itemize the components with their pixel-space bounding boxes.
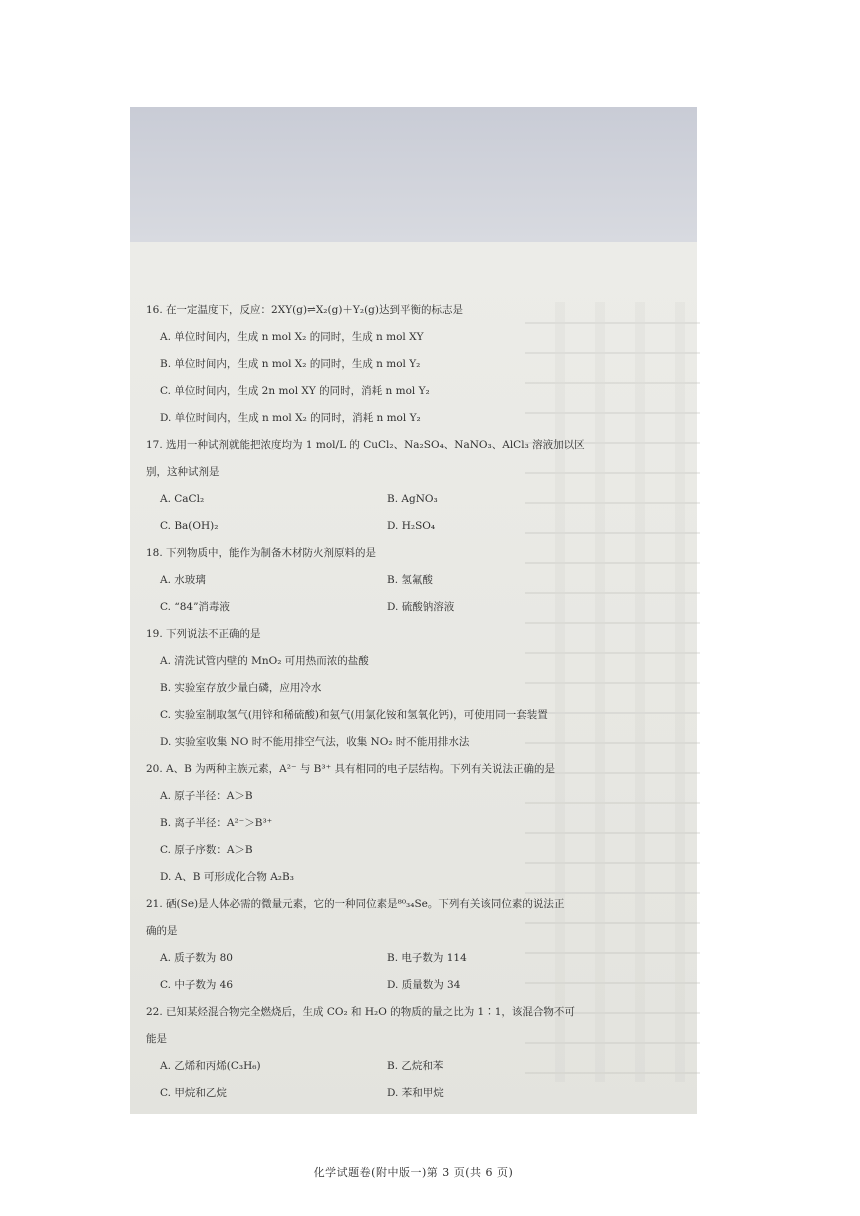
option-a: A. 清洗试管内壁的 MnO₂ 可用热而浓的盐酸 [160,655,369,667]
question-stem: 18. 下列物质中，能作为制备木材防火剂原料的是 [146,547,377,559]
question-stem: 17. 选用一种试剂就能把浓度均为 1 mol/L 的 CuCl₂、Na₂SO₄、NaNO₃、AlCl₃ 溶液加以区 [146,439,585,451]
option-d: D. 单位时间内，生成 n mol X₂ 的同时，消耗 n mol Y₂ [160,412,421,424]
question-16 [146,297,686,432]
option-c: C. 实验室制取氢气(用锌和稀硫酸)和氨气(用氯化铵和氢氧化钙)，可使用同一套装置 [160,709,548,721]
option-row [146,513,686,540]
option-a: A. 乙烯和丙烯(C₃H₆) [160,1060,261,1072]
question-20 [146,756,686,891]
option-c: C. “84”消毒液 [160,601,230,613]
question-21 [146,891,686,999]
option-d: D. 实验室收集 NO 时不能用排空气法，收集 NO₂ 时不能用排水法 [160,736,470,748]
question-stem: 16. 在一定温度下，反应：2XY(g)⇌X₂(g)＋Y₂(g)达到平衡的标志是 [146,304,463,316]
option-b: B. 电子数为 114 [387,952,467,964]
exam-page [130,242,697,1179]
option-b: B. 单位时间内，生成 n mol X₂ 的同时，生成 n mol Y₂ [160,358,421,370]
option-a: A. 质子数为 80 [160,952,233,964]
question-stem: 能是 [146,1033,167,1045]
option-a: A. CaCl₂ [160,493,205,505]
option-row [146,594,686,621]
question-22 [146,999,686,1107]
option-d: D. A、B 可形成化合物 A₂B₃ [160,871,294,883]
option-d: D. H₂SO₄ [387,520,436,532]
option-a: A. 原子半径：A＞B [160,790,253,802]
scanned-photo [130,107,697,1179]
option-d: D. 质量数为 34 [387,979,461,991]
question-18 [146,540,686,621]
question-stem: 19. 下列说法不正确的是 [146,628,261,640]
question-stem: 确的是 [146,925,178,937]
option-row [146,567,686,594]
option-row [146,1080,686,1107]
option-d: D. 苯和甲烷 [387,1087,444,1099]
option-row [146,1053,686,1080]
option-c: C. 原子序数：A＞B [160,844,253,856]
option-b: B. AgNO₃ [387,493,438,505]
option-row [146,972,686,999]
question-19 [146,621,686,756]
option-row [146,945,686,972]
option-c: C. 甲烷和乙烷 [160,1087,227,1099]
option-a: A. 单位时间内，生成 n mol X₂ 的同时，生成 n mol XY [160,331,424,343]
question-stem: 别，这种试剂是 [146,466,220,478]
question-stem: 22. 已知某烃混合物完全燃烧后，生成 CO₂ 和 H₂O 的物质的量之比为 1∶1，该混合物不可 [146,1006,575,1018]
question-stem: 20. A、B 为两种主族元素，A²⁻ 与 B³⁺ 具有相同的电子层结构。下列有关说法正确的是 [146,763,555,775]
question-17 [146,432,686,540]
option-a: A. 水玻璃 [160,574,206,586]
background-band [130,107,697,242]
option-b: B. 乙烷和苯 [387,1060,444,1072]
option-d: D. 硫酸钠溶液 [387,601,455,613]
page-footer: 化学试题卷(附中版一)第 3 页(共 6 页) [313,1166,514,1179]
option-c: C. 中子数为 46 [160,979,234,991]
option-c: C. 单位时间内，生成 2n mol XY 的同时，消耗 n mol Y₂ [160,385,430,397]
option-row [146,486,686,513]
option-b: B. 离子半径：A²⁻＞B³⁺ [160,817,273,829]
question-stem: 21. 硒(Se)是人体必需的微量元素，它的一种同位素是⁸⁰₃₄Se。下列有关该同位素的说法正 [146,898,565,910]
option-b: B. 氢氟酸 [387,574,433,586]
option-c: C. Ba(OH)₂ [160,520,219,532]
question-list [146,297,686,1107]
option-b: B. 实验室存放少量白磷，应用冷水 [160,682,322,694]
